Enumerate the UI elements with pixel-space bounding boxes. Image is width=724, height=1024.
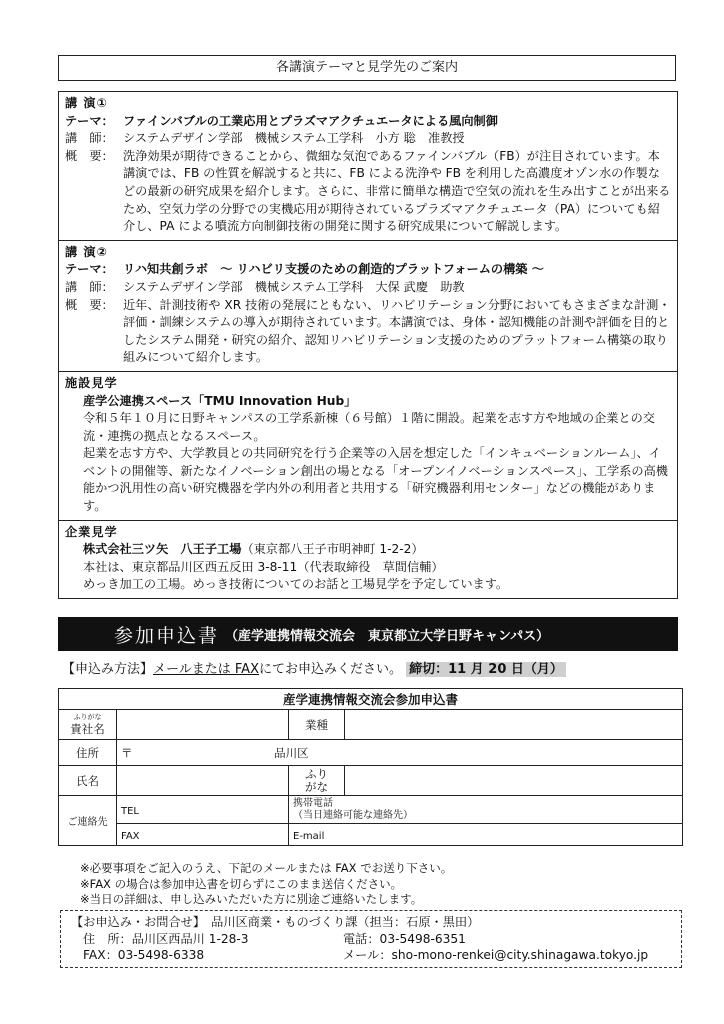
lecture-1-lecturer-row xyxy=(65,130,671,148)
lecture-2-heading: 講 演② xyxy=(65,244,108,259)
lecture-2-theme: リハ知共創ラボ ～ リハビリ支援のための創造的プラットフォームの構築 ～ xyxy=(123,262,544,277)
guide-header xyxy=(58,55,676,81)
company-ruby: ふりがな xyxy=(73,712,102,721)
application-banner xyxy=(58,617,678,651)
facility-tour-section xyxy=(59,372,677,521)
lecture-1-theme: ファインバブルの工業応用とプラズマアクチュエータによる風向制御 xyxy=(123,113,498,128)
lecture-2-lecturer-row xyxy=(65,279,671,297)
summary-label: 概 要： xyxy=(65,297,114,312)
contact-mail[interactable]: メール：sho-mono-renkei@city.shinagawa.tokyo.jp xyxy=(343,948,649,962)
contact-row-1 xyxy=(71,931,671,948)
application-title: 参加申込書 xyxy=(114,624,220,647)
furigana-input[interactable] xyxy=(345,766,683,796)
facility-description-1: 令和５年１０月に日野キャンパスの工学系新棟（６号館）１階に開設。起業を志す方や地域の企業との交流・連携の拠点となるスペース。 xyxy=(83,411,655,443)
address-input[interactable] xyxy=(117,740,683,766)
lecture-1-section xyxy=(59,92,677,241)
postal-mark: 〒 xyxy=(121,745,133,760)
contact-heading: 【お申込み・お問合せ】 品川区商業・ものづくり課（担当：石原・黒田） xyxy=(71,915,480,929)
lecturer-label: 講 師： xyxy=(65,131,114,146)
contact-label: ご連絡先 xyxy=(59,796,117,846)
address-label: 住所 xyxy=(59,740,117,766)
company-description-1: 本社は、東京都品川区西五反田 3-8-11（代表取締役 草間信輔） xyxy=(83,559,444,574)
lecture-1-summary-row xyxy=(65,148,671,236)
note-item: ※FAX の場合は参加申込書を切らずにこのまま送信ください。 xyxy=(80,876,403,891)
theme-label: テーマ： xyxy=(65,113,114,128)
application-form xyxy=(58,688,683,846)
contact-fax: FAX：03-5498-6338 xyxy=(83,948,205,962)
company-address: （東京都八王子市明神町 1-2-2） xyxy=(241,542,424,557)
tel-input[interactable] xyxy=(117,796,289,824)
mobile-note: （当日連絡可能な連絡先） xyxy=(293,809,413,821)
furigana-label-1: ふり xyxy=(305,766,328,781)
company-name: 株式会社三ツ矢 八王子工場 xyxy=(83,542,242,557)
mobile-label: 携帯電話 xyxy=(293,797,333,809)
lecture-sections xyxy=(58,91,678,599)
contact-box xyxy=(60,910,682,968)
note-item: ※当日の詳細は、申し込みいただいた方に別途ご連絡いたします。 xyxy=(80,892,423,906)
fax-input[interactable] xyxy=(117,824,289,846)
email-label: E-mail xyxy=(293,830,325,842)
form-title: 産学連携情報交流会参加申込書 xyxy=(59,689,683,710)
company-input[interactable] xyxy=(117,710,289,740)
facility-name: 産学公連携スペース「TMU Innovation Hub」 xyxy=(83,393,357,408)
industry-label: 業種 xyxy=(289,710,345,740)
lecturer-label: 講 師： xyxy=(65,279,114,294)
tel-label: TEL xyxy=(121,805,139,817)
lecture-1-heading: 講 演① xyxy=(65,96,108,110)
mobile-input[interactable] xyxy=(289,796,683,824)
company-heading: 企業見学 xyxy=(65,524,118,539)
fax-label: FAX xyxy=(121,830,140,842)
company-label-cell xyxy=(59,710,117,740)
contact-row-2 xyxy=(71,947,671,964)
name-input[interactable] xyxy=(117,766,289,796)
lecture-2-section xyxy=(59,241,677,372)
name-label: 氏名 xyxy=(59,766,117,796)
lecture-1-lecturer: システムデザイン学部 機械システム工学科 小方 聡 准教授 xyxy=(123,131,465,146)
method-channels: メールまたは FAX xyxy=(153,662,259,677)
lecture-2-summary-row xyxy=(65,297,671,367)
lecture-1-summary: 洗浄効果が期待できることから、微細な気泡であるファインバブル（FB）が注目されています。本講演では、FB の性質を解説すると共に、FB による洗浄や FB を利用した高濃度オゾン水の作製などの最新の研究成果を紹介します。さらに、非常に簡単な構造で空気の流れを生み出すことが出来るため、空気力学の分野での実機応用が期待されているプラズマアクチュエータ（PA）についても紹介し、PA による噴流方向制御技術の開発に関する研究成果について解説します。 xyxy=(123,148,671,234)
method-label: 【申込み方法】 xyxy=(62,662,154,677)
lecture-2-lecturer: システムデザイン学部 機械システム工学科 大保 武慶 助教 xyxy=(123,279,465,294)
contact-address: 住 所：品川区西品川 1-28-3 xyxy=(83,931,249,946)
note-item: ※必要事項をご記入のうえ、下記のメールまたは FAX でお送り下さい。 xyxy=(80,861,453,875)
deadline-badge: 締切：11 月 20 日（月） xyxy=(406,662,566,677)
furigana-label-cell xyxy=(289,766,345,796)
company-description-2: めっき加工の工場。めっき技術についてのお話と工場見学を予定しています。 xyxy=(83,577,509,592)
email-input[interactable] xyxy=(289,824,683,846)
company-label: 貴社名 xyxy=(70,721,105,736)
application-method xyxy=(62,660,676,680)
facility-heading: 施設見学 xyxy=(65,375,118,390)
lecture-2-summary: 近年、計測技術や XR 技術の発展にともない、リハビリテーション分野においてもさまざまな計測・評価・訓練システムの導入が期待されています。本講演では、身体・認知機能の計測や評価を目的としたシステム開発・研究の紹介、認知リハビリテーション支援のためのプラットフォーム構築の取り組みについて紹介します。 xyxy=(123,297,671,365)
lecture-1-theme-row xyxy=(65,113,671,131)
company-tour-section xyxy=(59,521,677,598)
theme-label: テーマ： xyxy=(65,262,114,277)
lecture-2-theme-row xyxy=(65,261,671,279)
facility-description-2: 起業を志す方や、大学教員との共同研究を行う企業等の入居を想定した「インキュベーションルーム」、イベントの開催等、新たなイノベーション創出の場となる「オープンイノベーションスペース」、工学系の高機能かつ汎用性の高い研究機器を学内外の利用者と共用する「研究機器利用センター」などの機能があります。 xyxy=(83,446,668,514)
application-subtitle: （産学連携情報交流会 東京都立大学日野キャンパス） xyxy=(225,628,550,644)
furigana-label-2: がな xyxy=(305,779,328,794)
form-notes xyxy=(80,861,452,908)
contact-phone: 電話：03-5498-6351 xyxy=(343,931,466,946)
summary-label: 概 要： xyxy=(65,148,114,163)
method-rest: にてお申込みください。 xyxy=(258,662,402,677)
guide-title: 各講演テーマと見学先のご案内 xyxy=(275,60,458,75)
address-value: 品川区 xyxy=(274,745,309,760)
industry-input[interactable] xyxy=(345,710,683,740)
company-name-row xyxy=(65,541,671,559)
